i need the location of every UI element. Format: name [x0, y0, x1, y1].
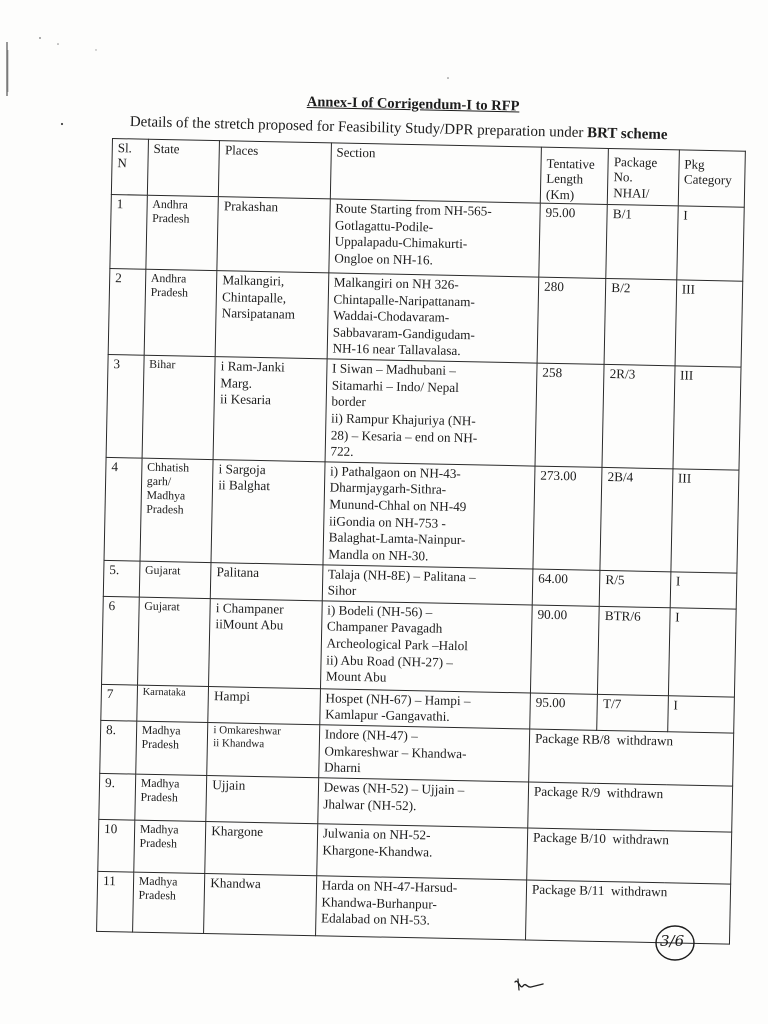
cell-state: Madhya Pradesh	[135, 774, 207, 821]
cell-withdrawn	[528, 782, 733, 832]
cell-sl: 2	[108, 268, 145, 355]
cell-length: 258	[535, 363, 604, 467]
handwritten-mark-icon	[512, 976, 546, 996]
subtitle-bold: BRT scheme	[586, 125, 668, 144]
cell-category: I	[676, 206, 744, 281]
stretch-table-container	[96, 138, 746, 945]
cell-section: i) Pathalgaon on NH-43- Dharmjaygarh-Sithra- Munund-Chhal on NH-49 iiGondia on NH-753 - Balaghat-Lamta-Nainpur- Mandla on NH-30.	[323, 462, 535, 569]
cell-section: Talaja (NH-8E) – Palitana – Sihor	[322, 564, 533, 604]
cell-length: 273.00	[533, 466, 602, 570]
cell-package: B/1	[606, 204, 678, 279]
withdrawn-note: Package B/10 withdrawn	[532, 829, 670, 848]
cell-section: Hospet (NH-67) – Hampi – Kamlapur -Gangavathi.	[319, 689, 530, 729]
cell-places: Hampi	[208, 686, 320, 724]
cell-package: R/5	[599, 570, 670, 608]
folio-number: 3/6	[660, 932, 685, 950]
withdrawn-note: Package RB/8 withdrawn	[534, 730, 674, 749]
cell-sl: 9.	[99, 773, 136, 820]
table-row	[110, 194, 744, 281]
cell-section: Julwania on NH-52- Khargone-Khandwa.	[316, 824, 527, 880]
withdrawn-note: Package R/9 withdrawn	[533, 783, 664, 802]
cell-state: Gujarat	[139, 561, 211, 599]
cell-sl: 5.	[103, 560, 139, 597]
cell-state: Gujarat	[137, 597, 210, 686]
cell-places: i Sargoja ii Balghat	[211, 459, 324, 564]
cell-sl: 8.	[100, 721, 137, 775]
cell-category: I	[667, 696, 734, 734]
cell-package: 2B/4	[600, 467, 672, 571]
cell-places: Khargone	[205, 822, 317, 876]
cell-places: Khandwa	[204, 873, 317, 935]
cell-length: 90.00	[530, 605, 599, 694]
cell-places: Prakashan	[217, 197, 330, 273]
cell-section: I Siwan – Madhubani – Sitamarhi – Indo/ Nepal border ii) Rampur Khajuriya (NH- 28) – Kesaria – end on NH- 722.	[325, 359, 537, 466]
cell-section: Dewas (NH-52) – Ujjain – Jhalwar (NH-52).	[317, 778, 528, 828]
cell-withdrawn	[525, 880, 730, 944]
annex-title: Annex-I of Corrigendum-I to RFP	[306, 94, 520, 115]
cell-places: Ujjain	[206, 776, 318, 824]
cell-length: 95.00	[530, 693, 598, 731]
cell-sl: 11	[97, 871, 134, 932]
cell-section: Harda on NH-47-Harsud- Khandwa-Burhanpur- Edalabad on NH-53.	[315, 876, 526, 940]
cell-places: i Champaner iiMount Abu	[209, 598, 322, 688]
cell-sl: 4	[104, 457, 142, 560]
cell-category: I	[670, 571, 737, 609]
cell-places: Malkangiri, Chintapalle, Narsipatanam	[215, 271, 328, 359]
header-section: Section	[330, 143, 541, 203]
cell-sl: 1	[110, 194, 147, 269]
cell-length: 64.00	[532, 569, 600, 607]
cell-category: III	[675, 280, 743, 367]
cell-section: Malkangiri on NH 326- Chintapalle-Naripattanam- Waddai-Chodavaram- Sabbavaram-Gandigudam- NH-16 near Tallavalasa.	[327, 273, 539, 363]
withdrawn-note: Package B/11 withdrawn	[531, 881, 668, 900]
cell-state: Madhya Pradesh	[134, 820, 207, 873]
cell-places: i Omkareshwar ii Khandwa	[207, 723, 319, 778]
cell-category: III	[673, 366, 741, 470]
subtitle-text: Details of the stretch proposed for Feasibility Study/DPR preparation under	[129, 114, 588, 142]
table-row	[108, 268, 743, 367]
cell-withdrawn	[527, 828, 732, 884]
cell-sl: 3	[106, 355, 144, 458]
header-package: Package No. NHAI/	[608, 148, 680, 205]
cell-package: 2R/3	[602, 365, 674, 469]
table-row	[97, 871, 731, 944]
cell-package: BTR/6	[598, 606, 670, 695]
cell-state: Andhra Pradesh	[144, 269, 217, 357]
cell-category: III	[671, 469, 739, 573]
cell-package: T/7	[597, 694, 668, 732]
cell-state: Madhya Pradesh	[135, 721, 208, 775]
cell-sl: 10	[98, 819, 135, 872]
header-length: Tentative Length (Km)	[540, 147, 608, 204]
cell-section: Indore (NH-47) – Omkareshwar – Khandwa- Dharni	[318, 725, 529, 782]
cell-state: Andhra Pradesh	[146, 195, 219, 270]
cell-section: Route Starting from NH-565- Gotlagattu-Podile- Uppalapadu-Chimakurti- Ongloe on NH-16.	[329, 199, 541, 277]
cell-places: Palitana	[211, 562, 323, 600]
header-places: Places	[219, 141, 332, 199]
cell-state: Madhya Pradesh	[132, 872, 205, 933]
cell-sl: 7	[101, 684, 137, 721]
cell-places: i Ram-Janki Marg. ii Kesaria	[213, 357, 326, 462]
cell-state: Karnataka	[137, 685, 209, 723]
table-row	[106, 355, 741, 470]
cell-state: Bihar	[142, 355, 216, 459]
cell-sl: 6	[102, 596, 140, 685]
cell-section: i) Bodeli (NH-56) – Champaner Pavagadh Archeological Park –Halol ii) Abu Road (NH-27) – Mount Abu	[320, 601, 532, 693]
header-category: Pkg Category	[678, 150, 745, 207]
table-row	[104, 457, 739, 572]
cell-state: Chhatish garh/ Madhya Pradesh	[140, 458, 214, 562]
cell-withdrawn	[529, 729, 734, 786]
stretch-table	[96, 138, 746, 945]
cell-length: 95.00	[539, 203, 608, 278]
header-state: State	[147, 139, 220, 196]
table-row	[102, 596, 737, 697]
cell-length: 280	[537, 277, 606, 364]
cell-package: B/2	[604, 278, 676, 366]
cell-category: I	[668, 608, 736, 697]
header-sl: Sl. N	[111, 139, 148, 196]
